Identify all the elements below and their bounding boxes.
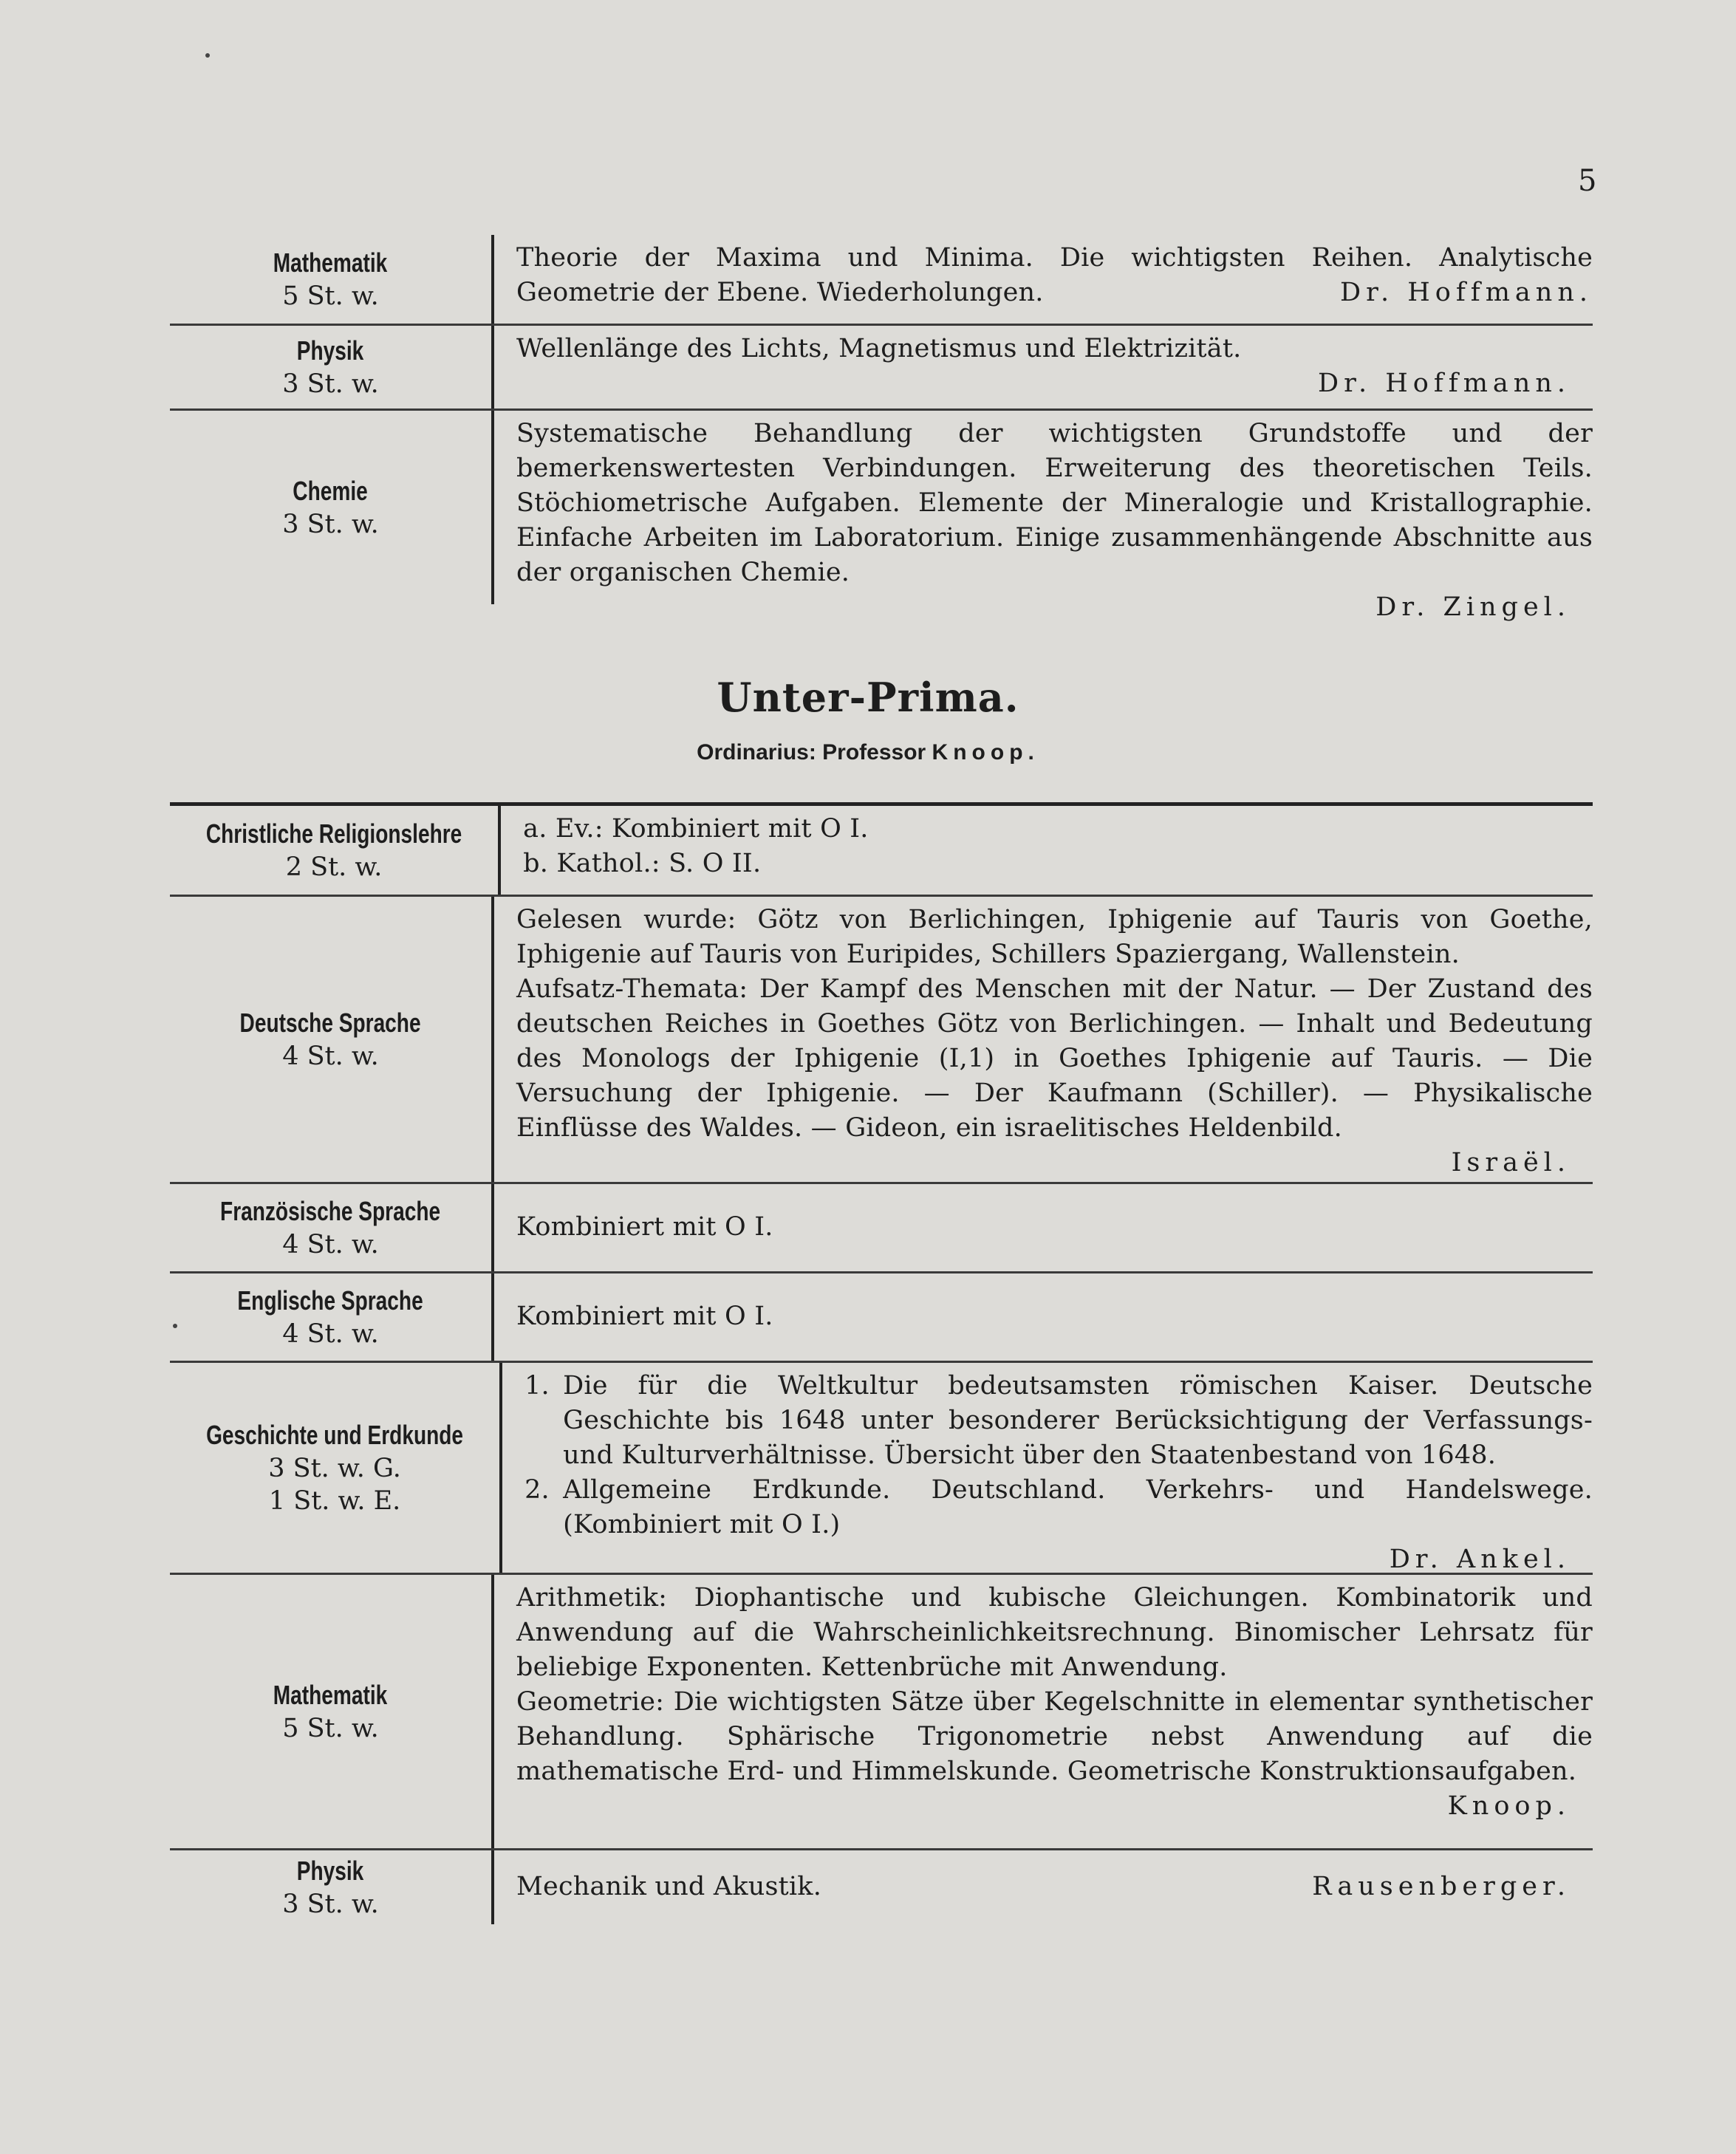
table-row [170, 1573, 1593, 1848]
list-item [524, 1369, 1593, 1473]
subject-name: Deutsche Sprache [239, 1008, 422, 1038]
page-number: 5 [1578, 164, 1597, 198]
content-cell [501, 806, 1593, 895]
subject-hours: 3 St. w. G. [268, 1454, 401, 1483]
content-text: Systematische Behandlung der wichtigsten Grundstoffe und der bemerkenswertesten Verbindungen. Erweiterung des theoretischen Teils. Stöchiometrische Aufgaben. Elemente der Mineralogie und Kristallographie. Einfache Arbeiten im Laboratorium. Einige zusammenhängende Abschnitte aus der organischen Chemie. [516, 419, 1593, 587]
content-text: Kombiniert mit O I. [516, 1301, 773, 1331]
content-text: Arithmetik: Diophantische und kubische Gleichungen. Kombinatorik und Anwendung auf die Wahrscheinlichkeitsrechnung. Binomischer Lehrsatz für beliebige Exponenten. Kettenbrüche mit Anwendung. [516, 1583, 1593, 1682]
teacher-signature: Dr. Zingel. [1376, 592, 1571, 622]
teacher-signature: Dr. Ankel. [1389, 1545, 1571, 1574]
subject-cell [170, 1184, 494, 1271]
table-row [170, 408, 1593, 622]
unter-prima-table [170, 802, 1593, 1924]
table-row [170, 235, 1593, 324]
subject-hours: 4 St. w. [282, 1042, 379, 1071]
list-number: 2. [524, 1475, 550, 1505]
ordinarius-line [0, 740, 1736, 765]
teacher-signature: Knoop. [1447, 1791, 1571, 1821]
table-row [170, 1848, 1593, 1924]
table-row [170, 1361, 1593, 1573]
subject-cell [170, 1575, 494, 1848]
subject-name: Mathematik [273, 1680, 388, 1710]
subject-cell [170, 411, 494, 604]
content-text: Wellenlänge des Lichts, Magnetismus und Elektrizität. [516, 334, 1242, 363]
subject-hours: 4 St. w. [282, 1319, 379, 1349]
subject-hours: 5 St. w. [282, 1714, 379, 1743]
subject-hours: 3 St. w. [282, 369, 379, 399]
subject-cell [170, 326, 494, 408]
subject-hours: 3 St. w. [282, 510, 379, 539]
content-cell [494, 897, 1593, 1182]
content-cell [494, 1575, 1593, 1848]
content-text: Gelesen wurde: Götz von Berlichingen, Iphigenie auf Tauris von Goethe, Iphigenie auf Tauris von Euripides, Schillers Spaziergang, Wallenstein. [516, 905, 1593, 969]
content-text: a. Ev.: Kombiniert mit O I. [523, 814, 869, 844]
teacher-signature: Israël. [1451, 1148, 1571, 1177]
table-row [170, 1182, 1593, 1271]
subject-name: Christliche Religionslehre [205, 818, 462, 849]
top-curriculum-table [170, 235, 1593, 622]
table-row [170, 802, 1593, 895]
subject-hours: 1 St. w. E. [268, 1486, 401, 1516]
content-cell [502, 1363, 1593, 1573]
content-cell [494, 1273, 1593, 1361]
subject-name: Physik [297, 335, 364, 366]
subject-cell [170, 806, 501, 895]
subject-cell [170, 1273, 494, 1361]
teacher-signature: Rausenberger. [1312, 1871, 1571, 1901]
teacher-signature: Dr. Hoffmann. [1318, 369, 1571, 398]
subject-hours: 5 St. w. [282, 281, 379, 311]
content-text: Geometrie: Die wichtigsten Sätze über Kegelschnitte in elementar synthetischer Behandlung. Sphärische Trigonometrie nebst Anwendung auf die mathematische Erd- und Himmelskunde. Geometrische Konstruktionsaufgaben. [516, 1687, 1593, 1786]
subject-name: Englische Sprache [237, 1285, 424, 1316]
subject-hours: 3 St. w. [282, 1890, 379, 1919]
teacher-signature: Dr. Hoffmann. [1340, 278, 1593, 307]
list-text: Allgemeine Erdkunde. Deutschland. Verkehrs- und Handelswege. (Kombiniert mit O I.) [563, 1475, 1593, 1539]
table-row [170, 1271, 1593, 1361]
content-cell [494, 1850, 1593, 1924]
content-text: Kombiniert mit O I. [516, 1211, 773, 1242]
content-cell [494, 235, 1593, 324]
section-title: Unter-Prima. [717, 674, 1019, 721]
ordinarius-name: Knoop. [932, 740, 1039, 765]
ordinarius-label: Ordinarius: Professor [697, 740, 926, 765]
subject-name: Physik [297, 1856, 364, 1886]
content-cell [494, 1184, 1593, 1271]
subject-cell [170, 897, 494, 1182]
content-cell [494, 326, 1593, 408]
subject-name: Französische Sprache [220, 1196, 441, 1226]
content-text: Aufsatz-Themata: Der Kampf des Menschen mit der Natur. — Der Zustand des deutschen Reiches in Goethes Götz von Berlichingen. — Inhalt und Bedeutung des Monologs der Iphigenie (I,1) in Goethes Iphigenie auf Tauris. — Die Versuchung der Iphigenie. — Der Kaufmann (Schiller). — Physikalische Einflüsse des Waldes. — Gideon, ein israelitisches Heldenbild. [516, 974, 1593, 1143]
list-text: Die für die Weltkultur bedeutsamsten römischen Kaiser. Deutsche Geschichte bis 1648 unter besonderer Berücksichtigung der Verfassungs- und Kulturverhältnisse. Übersicht über den Staatenbestand von 1648. [563, 1371, 1593, 1470]
content-text: Theorie der Maxima und Minima. Die wichtigsten Reihen. Analytische Geometrie der Ebene. Wiederholungen. Dr. Hoffmann. [516, 241, 1593, 310]
content-cell [494, 411, 1593, 622]
list-item [524, 1473, 1593, 1542]
subject-hours: 4 St. w. [282, 1230, 379, 1259]
content-text: Mechanik und Akustik. [516, 1871, 822, 1901]
subject-name: Chemie [293, 476, 369, 506]
content-text: b. Kathol.: S. O II. [523, 849, 762, 878]
list-number: 1. [524, 1371, 550, 1401]
subject-name: Mathematik [273, 247, 388, 278]
subject-cell [170, 235, 494, 324]
table-row [170, 895, 1593, 1182]
subject-cell [170, 1850, 494, 1924]
print-speck [205, 53, 210, 58]
subject-name: Geschichte und Erdkunde [206, 1420, 464, 1450]
subject-hours: 2 St. w. [285, 852, 383, 882]
subject-cell [170, 1363, 502, 1573]
table-row [170, 324, 1593, 408]
